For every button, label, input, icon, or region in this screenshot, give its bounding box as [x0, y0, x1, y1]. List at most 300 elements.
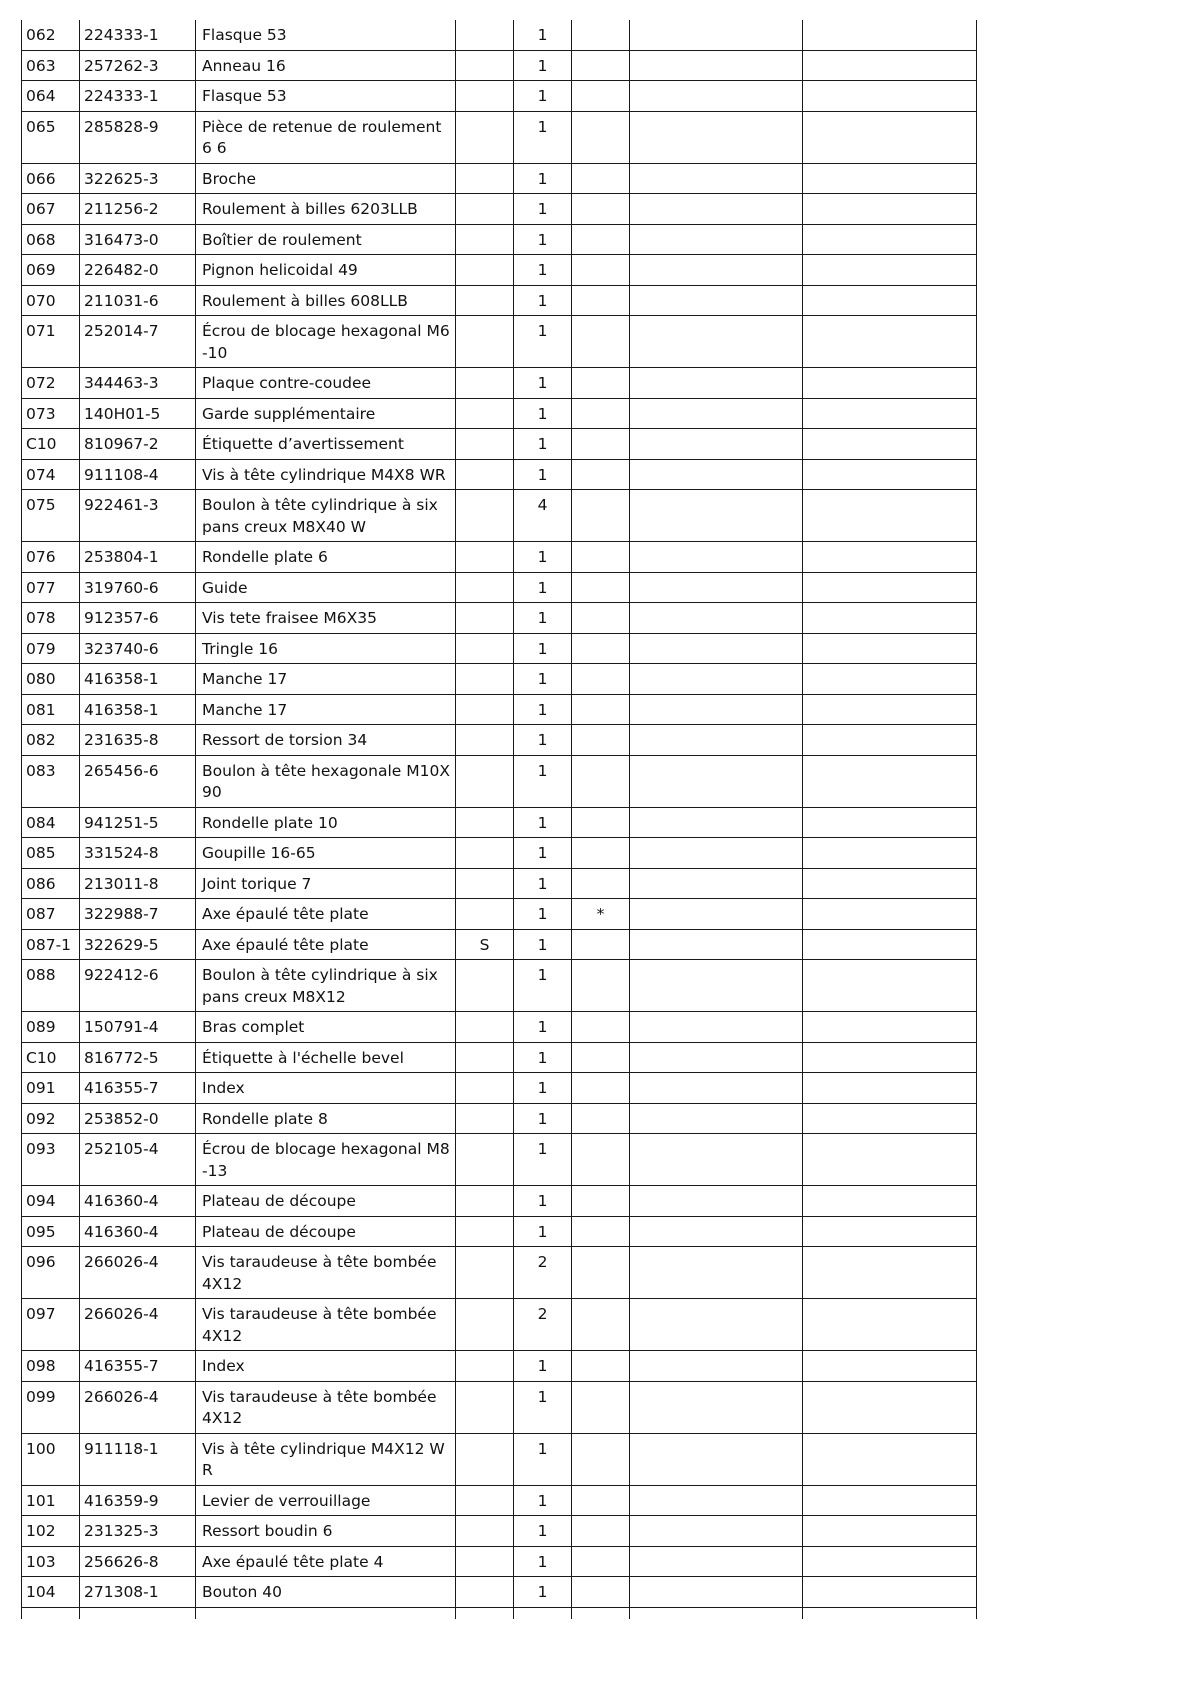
part-reference-cell: 211256-2	[80, 194, 196, 225]
note-mark-cell	[572, 20, 630, 50]
blank-cell-a	[630, 1103, 803, 1134]
note-mark-cell	[572, 224, 630, 255]
part-reference-cell: 150791-4	[80, 1012, 196, 1043]
part-reference-cell: 253852-0	[80, 1103, 196, 1134]
blank-cell-a	[630, 163, 803, 194]
supersession-cell	[456, 633, 514, 664]
note-mark-cell	[572, 1073, 630, 1104]
note-mark-cell	[572, 255, 630, 286]
quantity-cell: 1	[514, 1381, 572, 1433]
part-reference-cell: 416360-4	[80, 1186, 196, 1217]
note-mark-cell	[572, 542, 630, 573]
blank-cell-b	[803, 899, 977, 930]
supersession-cell	[456, 194, 514, 225]
quantity-cell: 1	[514, 725, 572, 756]
quantity-cell: 1	[514, 899, 572, 930]
supersession-cell	[456, 868, 514, 899]
quantity-cell: 1	[514, 194, 572, 225]
part-reference-cell: 416360-4	[80, 1216, 196, 1247]
description-cell: Écrou de blocage hexagonal M6-10	[196, 316, 456, 368]
note-mark-cell	[572, 1186, 630, 1217]
item-number-cell: 082	[22, 725, 80, 756]
table-row	[22, 633, 977, 664]
description-cell: Rondelle plate 6	[196, 542, 456, 573]
table-row	[22, 1516, 977, 1547]
supersession-cell	[456, 1216, 514, 1247]
continuation-cell	[196, 1607, 456, 1619]
supersession-cell	[456, 255, 514, 286]
note-mark-cell	[572, 111, 630, 163]
supersession-cell	[456, 285, 514, 316]
blank-cell-b	[803, 1247, 977, 1299]
continuation-cell	[514, 1607, 572, 1619]
description-cell: Manche 17	[196, 664, 456, 695]
part-reference-cell: 911118-1	[80, 1433, 196, 1485]
supersession-cell	[456, 603, 514, 634]
description-cell: Roulement à billes 608LLB	[196, 285, 456, 316]
quantity-cell: 1	[514, 1546, 572, 1577]
quantity-cell: 1	[514, 368, 572, 399]
table-row	[22, 1546, 977, 1577]
description-cell: Index	[196, 1351, 456, 1382]
blank-cell-a	[630, 755, 803, 807]
description-cell: Flasque 53	[196, 20, 456, 50]
quantity-cell: 1	[514, 755, 572, 807]
part-reference-cell: 231635-8	[80, 725, 196, 756]
description-cell: Joint torique 7	[196, 868, 456, 899]
quantity-cell: 1	[514, 603, 572, 634]
table-row	[22, 664, 977, 695]
part-reference-cell: 922461-3	[80, 490, 196, 542]
description-cell: Plateau de découpe	[196, 1216, 456, 1247]
note-mark-cell	[572, 960, 630, 1012]
table-row	[22, 1247, 977, 1299]
table-row	[22, 1381, 977, 1433]
item-number-cell: 070	[22, 285, 80, 316]
blank-cell-a	[630, 429, 803, 460]
quantity-cell: 1	[514, 224, 572, 255]
note-mark-cell	[572, 1577, 630, 1608]
description-cell: Vis taraudeuse à tête bombée 4X12	[196, 1381, 456, 1433]
description-cell: Vis à tête cylindrique M4X12 WR	[196, 1433, 456, 1485]
description-cell: Bras complet	[196, 1012, 456, 1043]
item-number-cell: 081	[22, 694, 80, 725]
blank-cell-b	[803, 368, 977, 399]
note-mark-cell	[572, 1042, 630, 1073]
part-reference-cell: 266026-4	[80, 1247, 196, 1299]
note-mark-cell	[572, 50, 630, 81]
blank-cell-b	[803, 224, 977, 255]
description-cell: Tringle 16	[196, 633, 456, 664]
supersession-cell	[456, 398, 514, 429]
supersession-cell	[456, 1134, 514, 1186]
item-number-cell: 084	[22, 807, 80, 838]
supersession-cell	[456, 111, 514, 163]
supersession-cell	[456, 1073, 514, 1104]
supersession-cell	[456, 1433, 514, 1485]
note-mark-cell	[572, 725, 630, 756]
table-row	[22, 929, 977, 960]
item-number-cell: 072	[22, 368, 80, 399]
table-row	[22, 490, 977, 542]
quantity-cell: 2	[514, 1299, 572, 1351]
part-reference-cell: 213011-8	[80, 868, 196, 899]
supersession-cell	[456, 960, 514, 1012]
blank-cell-a	[630, 316, 803, 368]
table-row	[22, 459, 977, 490]
blank-cell-b	[803, 929, 977, 960]
table-row	[22, 694, 977, 725]
blank-cell-b	[803, 1073, 977, 1104]
supersession-cell	[456, 755, 514, 807]
blank-cell-a	[630, 1577, 803, 1608]
item-number-cell: 096	[22, 1247, 80, 1299]
blank-cell-b	[803, 960, 977, 1012]
description-cell: Rondelle plate 8	[196, 1103, 456, 1134]
blank-cell-a	[630, 1546, 803, 1577]
blank-cell-b	[803, 1381, 977, 1433]
supersession-cell	[456, 429, 514, 460]
item-number-cell: 080	[22, 664, 80, 695]
part-reference-cell: 252105-4	[80, 1134, 196, 1186]
item-number-cell: 083	[22, 755, 80, 807]
part-reference-cell: 911108-4	[80, 459, 196, 490]
description-cell: Flasque 53	[196, 81, 456, 112]
blank-cell-a	[630, 807, 803, 838]
blank-cell-a	[630, 1042, 803, 1073]
item-number-cell: 085	[22, 838, 80, 869]
part-reference-cell: 265456-6	[80, 755, 196, 807]
quantity-cell: 1	[514, 255, 572, 286]
supersession-cell	[456, 1042, 514, 1073]
note-mark-cell	[572, 490, 630, 542]
description-cell: Broche	[196, 163, 456, 194]
part-reference-cell: 912357-6	[80, 603, 196, 634]
note-mark-cell	[572, 163, 630, 194]
blank-cell-a	[630, 725, 803, 756]
blank-cell-b	[803, 1546, 977, 1577]
supersession-cell	[456, 838, 514, 869]
table-continuation-row	[22, 1607, 977, 1619]
description-cell: Goupille 16-65	[196, 838, 456, 869]
blank-cell-a	[630, 81, 803, 112]
table-row	[22, 725, 977, 756]
quantity-cell: 1	[514, 429, 572, 460]
part-reference-cell: 319760-6	[80, 572, 196, 603]
blank-cell-a	[630, 838, 803, 869]
part-reference-cell: 416358-1	[80, 664, 196, 695]
quantity-cell: 1	[514, 1134, 572, 1186]
supersession-cell	[456, 1577, 514, 1608]
quantity-cell: 1	[514, 1042, 572, 1073]
blank-cell-b	[803, 664, 977, 695]
table-row	[22, 1012, 977, 1043]
part-reference-cell: 266026-4	[80, 1299, 196, 1351]
blank-cell-b	[803, 694, 977, 725]
description-cell: Plateau de découpe	[196, 1186, 456, 1217]
item-number-cell: 069	[22, 255, 80, 286]
note-mark-cell	[572, 868, 630, 899]
note-mark-cell	[572, 755, 630, 807]
supersession-cell	[456, 899, 514, 930]
blank-cell-a	[630, 1247, 803, 1299]
quantity-cell: 1	[514, 542, 572, 573]
supersession-cell	[456, 694, 514, 725]
item-number-cell: 095	[22, 1216, 80, 1247]
note-mark-cell	[572, 1485, 630, 1516]
note-mark-cell	[572, 1299, 630, 1351]
blank-cell-a	[630, 899, 803, 930]
blank-cell-b	[803, 755, 977, 807]
blank-cell-b	[803, 1186, 977, 1217]
item-number-cell: 067	[22, 194, 80, 225]
part-reference-cell: 256626-8	[80, 1546, 196, 1577]
description-cell: Index	[196, 1073, 456, 1104]
blank-cell-b	[803, 1577, 977, 1608]
blank-cell-a	[630, 398, 803, 429]
item-number-cell: C10	[22, 429, 80, 460]
table-row	[22, 368, 977, 399]
table-row	[22, 255, 977, 286]
description-cell: Guide	[196, 572, 456, 603]
blank-cell-b	[803, 1012, 977, 1043]
item-number-cell: 075	[22, 490, 80, 542]
quantity-cell: 1	[514, 960, 572, 1012]
blank-cell-a	[630, 1351, 803, 1382]
table-row	[22, 50, 977, 81]
table-row	[22, 1103, 977, 1134]
supersession-cell	[456, 1299, 514, 1351]
note-mark-cell	[572, 572, 630, 603]
table-row	[22, 755, 977, 807]
quantity-cell: 1	[514, 20, 572, 50]
blank-cell-a	[630, 868, 803, 899]
blank-cell-b	[803, 542, 977, 573]
blank-cell-b	[803, 111, 977, 163]
description-cell: Pièce de retenue de roulement 6 6	[196, 111, 456, 163]
blank-cell-a	[630, 633, 803, 664]
continuation-cell	[630, 1607, 803, 1619]
supersession-cell: S	[456, 929, 514, 960]
description-cell: Vis à tête cylindrique M4X8 WR	[196, 459, 456, 490]
table-row	[22, 1134, 977, 1186]
description-cell: Axe épaulé tête plate	[196, 899, 456, 930]
blank-cell-b	[803, 316, 977, 368]
note-mark-cell	[572, 694, 630, 725]
item-number-cell: 089	[22, 1012, 80, 1043]
blank-cell-a	[630, 664, 803, 695]
item-number-cell: 074	[22, 459, 80, 490]
blank-cell-a	[630, 960, 803, 1012]
blank-cell-b	[803, 20, 977, 50]
table-row	[22, 111, 977, 163]
blank-cell-a	[630, 694, 803, 725]
quantity-cell: 1	[514, 572, 572, 603]
part-reference-cell: 226482-0	[80, 255, 196, 286]
quantity-cell: 1	[514, 1012, 572, 1043]
blank-cell-b	[803, 1299, 977, 1351]
table-row	[22, 163, 977, 194]
note-mark-cell	[572, 664, 630, 695]
item-number-cell: 102	[22, 1516, 80, 1547]
description-cell: Axe épaulé tête plate	[196, 929, 456, 960]
blank-cell-b	[803, 459, 977, 490]
quantity-cell: 1	[514, 398, 572, 429]
table-row	[22, 194, 977, 225]
supersession-cell	[456, 1351, 514, 1382]
supersession-cell	[456, 163, 514, 194]
table-row	[22, 960, 977, 1012]
description-cell: Plaque contre-coudee	[196, 368, 456, 399]
blank-cell-a	[630, 1134, 803, 1186]
note-mark-cell	[572, 1247, 630, 1299]
blank-cell-a	[630, 1485, 803, 1516]
description-cell: Vis tete fraisee M6X35	[196, 603, 456, 634]
blank-cell-a	[630, 285, 803, 316]
blank-cell-a	[630, 542, 803, 573]
item-number-cell: 071	[22, 316, 80, 368]
quantity-cell: 1	[514, 664, 572, 695]
parts-list-sheet	[21, 20, 976, 1619]
note-mark-cell	[572, 285, 630, 316]
continuation-cell	[803, 1607, 977, 1619]
blank-cell-b	[803, 50, 977, 81]
blank-cell-b	[803, 1134, 977, 1186]
note-mark-cell	[572, 1012, 630, 1043]
blank-cell-b	[803, 1433, 977, 1485]
table-row	[22, 285, 977, 316]
note-mark-cell	[572, 1134, 630, 1186]
supersession-cell	[456, 1516, 514, 1547]
item-number-cell: 103	[22, 1546, 80, 1577]
supersession-cell	[456, 1103, 514, 1134]
supersession-cell	[456, 1247, 514, 1299]
blank-cell-a	[630, 20, 803, 50]
item-number-cell: C10	[22, 1042, 80, 1073]
part-reference-cell: 252014-7	[80, 316, 196, 368]
continuation-cell	[456, 1607, 514, 1619]
blank-cell-a	[630, 1299, 803, 1351]
description-cell: Ressort boudin 6	[196, 1516, 456, 1547]
table-row	[22, 1073, 977, 1104]
item-number-cell: 068	[22, 224, 80, 255]
item-number-cell: 088	[22, 960, 80, 1012]
blank-cell-b	[803, 838, 977, 869]
part-reference-cell: 344463-3	[80, 368, 196, 399]
blank-cell-a	[630, 1012, 803, 1043]
quantity-cell: 1	[514, 807, 572, 838]
item-number-cell: 100	[22, 1433, 80, 1485]
part-reference-cell: 140H01-5	[80, 398, 196, 429]
item-number-cell: 097	[22, 1299, 80, 1351]
continuation-cell	[80, 1607, 196, 1619]
table-row	[22, 603, 977, 634]
part-reference-cell: 816772-5	[80, 1042, 196, 1073]
description-cell: Étiquette d’avertissement	[196, 429, 456, 460]
blank-cell-b	[803, 490, 977, 542]
item-number-cell: 087	[22, 899, 80, 930]
supersession-cell	[456, 572, 514, 603]
table-row	[22, 1433, 977, 1485]
note-mark-cell	[572, 1216, 630, 1247]
table-row	[22, 1186, 977, 1217]
item-number-cell: 076	[22, 542, 80, 573]
item-number-cell: 078	[22, 603, 80, 634]
quantity-cell: 1	[514, 50, 572, 81]
supersession-cell	[456, 807, 514, 838]
item-number-cell: 073	[22, 398, 80, 429]
table-row	[22, 572, 977, 603]
parts-table	[21, 20, 977, 1619]
description-cell: Boîtier de roulement	[196, 224, 456, 255]
note-mark-cell	[572, 398, 630, 429]
item-number-cell: 064	[22, 81, 80, 112]
blank-cell-b	[803, 572, 977, 603]
blank-cell-a	[630, 368, 803, 399]
note-mark-cell: *	[572, 899, 630, 930]
part-reference-cell: 810967-2	[80, 429, 196, 460]
note-mark-cell	[572, 429, 630, 460]
supersession-cell	[456, 1012, 514, 1043]
blank-cell-b	[803, 194, 977, 225]
note-mark-cell	[572, 838, 630, 869]
table-row	[22, 81, 977, 112]
supersession-cell	[456, 542, 514, 573]
part-reference-cell: 322625-3	[80, 163, 196, 194]
description-cell: Manche 17	[196, 694, 456, 725]
description-cell: Garde supplémentaire	[196, 398, 456, 429]
table-row	[22, 807, 977, 838]
blank-cell-a	[630, 1216, 803, 1247]
blank-cell-a	[630, 224, 803, 255]
supersession-cell	[456, 459, 514, 490]
note-mark-cell	[572, 1433, 630, 1485]
blank-cell-b	[803, 398, 977, 429]
part-reference-cell: 271308-1	[80, 1577, 196, 1608]
part-reference-cell: 224333-1	[80, 20, 196, 50]
table-row	[22, 1042, 977, 1073]
part-reference-cell: 416355-7	[80, 1351, 196, 1382]
supersession-cell	[456, 664, 514, 695]
description-cell: Écrou de blocage hexagonal M8-13	[196, 1134, 456, 1186]
note-mark-cell	[572, 194, 630, 225]
part-reference-cell: 224333-1	[80, 81, 196, 112]
supersession-cell	[456, 1186, 514, 1217]
blank-cell-b	[803, 603, 977, 634]
supersession-cell	[456, 490, 514, 542]
item-number-cell: 077	[22, 572, 80, 603]
blank-cell-b	[803, 1485, 977, 1516]
blank-cell-b	[803, 1216, 977, 1247]
table-row	[22, 1299, 977, 1351]
continuation-cell	[22, 1607, 80, 1619]
note-mark-cell	[572, 316, 630, 368]
quantity-cell: 1	[514, 81, 572, 112]
item-number-cell: 091	[22, 1073, 80, 1104]
blank-cell-b	[803, 1103, 977, 1134]
blank-cell-a	[630, 490, 803, 542]
table-row	[22, 20, 977, 50]
description-cell: Vis taraudeuse à tête bombée 4X12	[196, 1299, 456, 1351]
quantity-cell: 1	[514, 1577, 572, 1608]
item-number-cell: 094	[22, 1186, 80, 1217]
quantity-cell: 1	[514, 1433, 572, 1485]
blank-cell-b	[803, 81, 977, 112]
blank-cell-b	[803, 1516, 977, 1547]
blank-cell-b	[803, 429, 977, 460]
quantity-cell: 1	[514, 694, 572, 725]
quantity-cell: 1	[514, 1073, 572, 1104]
